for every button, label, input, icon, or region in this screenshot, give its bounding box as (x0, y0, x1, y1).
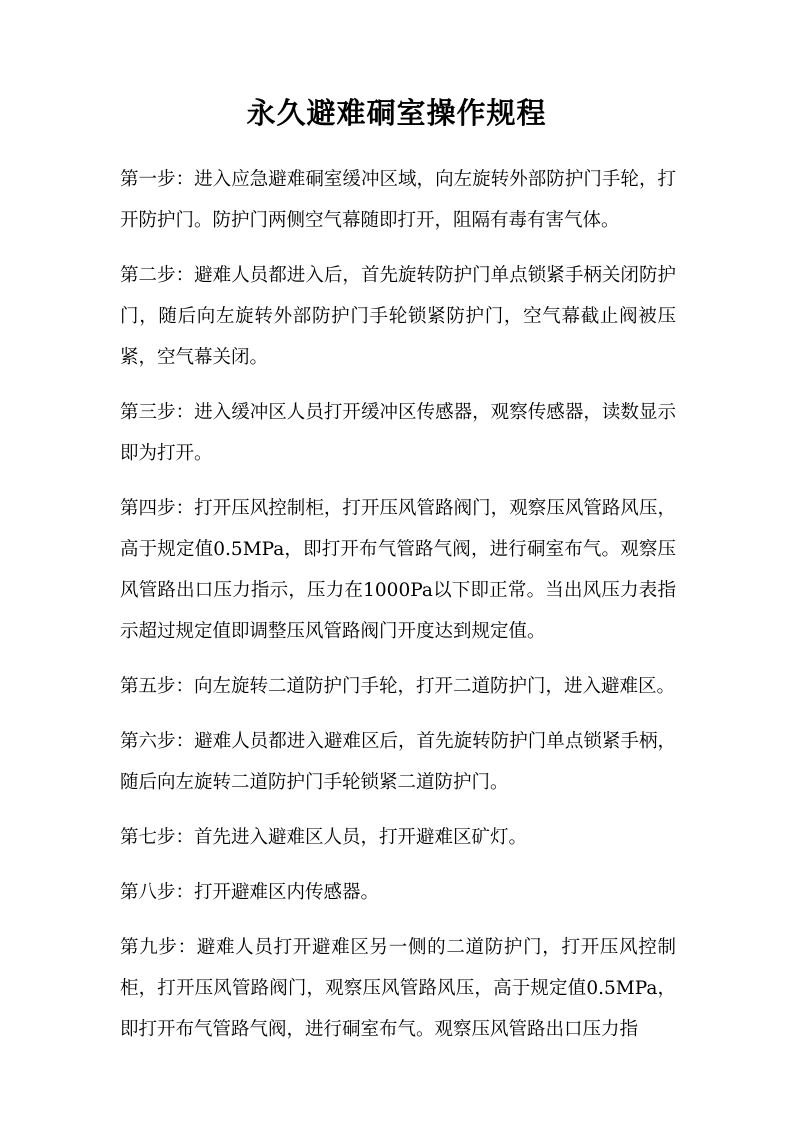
step-5-paragraph: 第五步：向左旋转二道防护门手轮，打开二道防护门，进入避难区。 (120, 676, 676, 697)
step-2-paragraph: 第二步：避难人员都进入后，首先旋转防护门单点锁紧手柄关闭防护门，随后向左旋转外部防护门手轮锁紧防护门，空气幕截止阀被压紧，空气幕关闭。 (120, 265, 676, 368)
step-1-paragraph: 第一步：进入应急避难硐室缓冲区域，向左旋转外部防护门手轮，打开防护门。防护门两侧空气幕随即打开，阻隔有毒有害气体。 (120, 169, 676, 231)
step-8-paragraph: 第八步：打开避难区内传感器。 (120, 882, 380, 903)
step-4-paragraph: 第四步：打开压风控制柜，打开压风管路阀门，观察压风管路风压，高于规定值0.5MPa，即打开布气管路气阀，进行硐室布气。观察压风管路出口压力指示，压力在1000Pa以下即正常。当出风压力表指示超过规定值即调整压风管路阀门开度达到规定值。 (120, 498, 676, 642)
document-body (120, 159, 676, 1064)
step-9-paragraph: 第九步：避难人员打开避难区另一侧的二道防护门，打开压风控制柜，打开压风管路阀门，观察压风管路风压，高于规定值0.5MPa，即打开布气管路气阀，进行硐室布气。观察压风管路出口压力指 (120, 937, 676, 1040)
document-title: 永久避难硐室操作规程 (246, 96, 547, 130)
step-7-paragraph: 第七步：首先进入避难区人员，打开避难区矿灯。 (120, 827, 528, 848)
step-3-paragraph: 第三步：进入缓冲区人员打开缓冲区传感器，观察传感器，读数显示即为打开。 (120, 402, 676, 464)
step-6-paragraph: 第六步：避难人员都进入避难区后，首先旋转防护门单点锁紧手柄，随后向左旋转二道防护门手轮锁紧二道防护门。 (120, 731, 676, 793)
